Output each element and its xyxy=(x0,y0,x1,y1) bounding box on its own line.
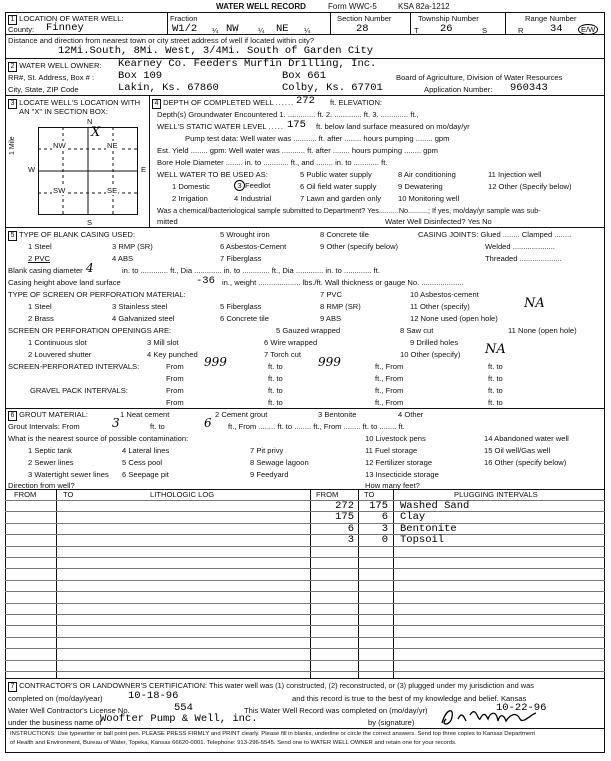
form-number: Form WWC-5 xyxy=(328,2,377,11)
directions-value[interactable]: 12Mi.South, 8Mi. West, 3/4Mi. South of Garden City xyxy=(58,45,374,57)
rule xyxy=(5,34,605,35)
use-option[interactable]: 12 Other (Specify below) xyxy=(488,182,572,191)
certification-text: CONTRACTOR'S OR LANDOWNER'S CERTIFICATION: This water well was (1) constructed, (2) reconstructed, or (3) plugged under my jurisdiction and was xyxy=(19,681,534,690)
chem-question-cont: mitted xyxy=(157,217,178,226)
contamination-option[interactable]: 8 Sewage lagoon xyxy=(250,458,309,467)
form-title: WATER WELL RECORD xyxy=(216,2,306,11)
contamination-option[interactable]: 7 Pit privy xyxy=(250,446,284,455)
depth-label: DEPTH OF COMPLETED WELL xyxy=(163,98,274,107)
use-option[interactable]: 1 Domestic xyxy=(172,182,210,191)
casing-height-value[interactable]: -36 xyxy=(196,275,215,287)
screen-option[interactable]: 3 Stainless steel xyxy=(112,302,168,311)
section-number: 3 xyxy=(8,99,17,109)
record-completed-date[interactable]: 10-22-96 xyxy=(496,702,547,714)
divider xyxy=(149,95,150,227)
address-2[interactable]: Box 661 xyxy=(282,70,327,82)
opening-option[interactable]: 6 Wire wrapped xyxy=(264,338,318,347)
signature-mark xyxy=(436,705,556,729)
col-to-2: TO xyxy=(364,490,375,499)
contamination-label: What is the nearest source of possible contamination: xyxy=(8,434,189,443)
ft-to-label: ft. to xyxy=(268,386,283,395)
county-label: County: xyxy=(8,25,35,34)
casing-option[interactable]: 8 Concrete tile xyxy=(320,230,369,239)
divider xyxy=(56,489,57,678)
screen-material-label: TYPE OF SCREEN OR PERFORATION MATERIAL: xyxy=(8,290,186,299)
log-row-line xyxy=(5,568,605,569)
quarter-mark: ¼ xyxy=(304,26,311,35)
casing-option[interactable]: 6 Asbestos-Cement xyxy=(220,242,287,251)
ew-circled[interactable]: E/W xyxy=(578,24,598,35)
section-label: LOCATE WELL'S LOCATION WITH xyxy=(19,98,141,107)
casing-option[interactable]: 3 RMP (SR) xyxy=(112,242,153,251)
plug-description[interactable]: Topsoil xyxy=(400,534,445,547)
section-number-label: Section Number xyxy=(337,14,392,23)
opening-option[interactable]: 5 Gauzed wrapped xyxy=(276,326,341,335)
static-label: WELL'S STATIC WATER LEVEL xyxy=(157,122,267,131)
direction-label: Direction from well? xyxy=(8,481,75,490)
section-label-2: AN "X" IN SECTION BOX: xyxy=(19,107,108,116)
log-row-line xyxy=(5,591,605,592)
grout-from-value[interactable]: 3 xyxy=(112,416,120,430)
ft-from-label: ft., From xyxy=(375,374,404,383)
plug-to-value[interactable]: 3 xyxy=(381,522,388,535)
section-number: 5 xyxy=(8,231,17,241)
threaded-field[interactable]: Threaded .................... xyxy=(485,254,562,263)
contamination-option[interactable]: 13 Insecticide storage xyxy=(365,470,439,479)
col-lithologic: LITHOLOGIC LOG xyxy=(150,490,215,499)
opening-option[interactable]: 8 Saw cut xyxy=(400,326,434,335)
ft-to-label: ft. to xyxy=(150,422,165,431)
casing-label: TYPE OF BLANK CASING USED: xyxy=(18,230,136,239)
contamination-option[interactable]: 15 Oil well/Gas well xyxy=(484,446,551,455)
col-plugging: PLUGGING INTERVALS xyxy=(454,490,538,499)
log-row-line xyxy=(5,625,605,626)
use-option-label: Feedlot xyxy=(245,181,271,190)
section-6-heading xyxy=(8,410,88,421)
screen-to-value[interactable]: 999 xyxy=(318,355,341,369)
south-label: S xyxy=(87,218,93,227)
township-label: Township Number xyxy=(418,14,479,23)
screen-option[interactable]: 11 Other (specify) xyxy=(410,302,470,311)
screen-option[interactable]: 8 RMP (SR) xyxy=(320,302,361,311)
casing-option[interactable]: 7 Fiberglass xyxy=(220,254,262,263)
section-label: WATER WELL OWNER: xyxy=(19,61,102,70)
ft-to-label: ft. to xyxy=(488,362,503,371)
plug-to-value[interactable]: 6 xyxy=(381,511,388,524)
use-option[interactable]: 7 Lawn and garden only xyxy=(300,194,382,203)
business-label: under the business name of xyxy=(8,718,102,727)
grout-to-value[interactable]: 6 xyxy=(204,416,212,430)
from-label: From xyxy=(166,386,184,395)
log-row-line xyxy=(5,671,605,672)
contamination-option[interactable]: 3 Watertight sewer lines xyxy=(28,470,109,479)
col-from-2: FROM xyxy=(316,490,339,499)
owner-value[interactable]: Kearney Co. Feeders Murfin Drilling, Inc. xyxy=(118,58,377,70)
instructions-line-2: of Health and Environment, Bureau of Water, Topeka, Kansas 66620-0001. Telephone: 913-296-5545. Send one to WATER WELL OWNER and retain one for your records. xyxy=(10,740,457,746)
log-row-line xyxy=(5,546,605,547)
contamination-option[interactable]: 9 Feedyard xyxy=(250,470,289,479)
address-label: RR#, St. Address, Box # : xyxy=(8,73,95,82)
plug-description[interactable]: Clay xyxy=(400,511,426,524)
township-suffix: S xyxy=(482,26,488,35)
section-number: 7 xyxy=(8,682,17,692)
elevation-label: ft. ELEVATION: xyxy=(330,98,383,107)
instructions-line-1: INSTRUCTIONS: Use typewriter or ball point pen. PLEASE PRESS FIRMLY and PRINT clearly. Please fill in blanks, underline or circle the correct answers. Send top three copies to Kansas Department xyxy=(10,731,536,737)
screen-option[interactable]: 6 Concrete tile xyxy=(220,314,269,323)
section-number: 6 xyxy=(8,411,17,421)
log-row-line xyxy=(5,500,605,501)
log-row-line xyxy=(5,511,605,512)
screen-from-value[interactable]: 999 xyxy=(204,355,227,369)
casing-option-selected[interactable]: 2 PVC xyxy=(28,254,50,263)
from-label: From xyxy=(166,398,184,407)
township-value[interactable]: 26 xyxy=(440,23,453,35)
section-number: 1 xyxy=(8,15,17,25)
se-label: SE xyxy=(107,186,118,195)
opening-option[interactable]: 2 Louvered shutter xyxy=(28,350,92,359)
grout-option[interactable]: 2 Cement grout xyxy=(215,410,268,419)
grout-option[interactable]: 4 Other xyxy=(398,410,424,419)
divider xyxy=(330,12,331,34)
rule xyxy=(5,728,605,729)
welded-field[interactable]: Welded .................... xyxy=(485,242,555,251)
contamination-option[interactable]: 1 Septic tank xyxy=(28,446,72,455)
range-label: Range Number xyxy=(525,14,577,23)
ne-label: NE xyxy=(107,141,118,150)
chem-question: Was a chemical/bacteriological sample submitted to Department? Yes..........No..........; If yes, mo/day/yr sample was sub- xyxy=(157,206,541,215)
city-2[interactable]: Colby, Ks. 67701 xyxy=(282,82,383,94)
yield-line: Est. Yield ........ gpm: Well water was ........... ft. after ........ hours pumping ........ gpm xyxy=(157,146,438,155)
use-option[interactable]: 8 Air conditioning xyxy=(398,170,456,179)
ft-to-label: ft. to xyxy=(488,374,503,383)
plug-description[interactable]: Bentonite xyxy=(400,522,457,535)
from-label: From xyxy=(166,362,184,371)
quarter-mark: ¼ xyxy=(212,26,219,35)
section-value[interactable]: 28 xyxy=(356,23,369,35)
plug-description[interactable]: Washed Sand xyxy=(400,500,470,512)
groundwater-line: Depth(s) Groundwater Encountered 1. ............. ft. 2. ............. ft. 3. ............. ft., xyxy=(157,110,419,119)
opening-option[interactable]: 10 Other (specify) xyxy=(400,350,461,359)
use-option[interactable]: 4 Industrial xyxy=(234,194,272,203)
city-label: City, State, ZIP Code xyxy=(8,85,79,94)
completed-tail: and this record is true to the best of my knowledge and belief. Kansas xyxy=(292,694,527,703)
screen-option[interactable]: 7 PVC xyxy=(320,290,342,299)
rule xyxy=(5,678,605,679)
log-row-line xyxy=(5,637,605,638)
divider xyxy=(505,12,506,34)
log-row-line xyxy=(5,580,605,581)
divider xyxy=(410,12,411,34)
casing-option[interactable]: 9 Other (specify below) xyxy=(320,242,399,251)
ft-to-label: ft. to xyxy=(268,398,283,407)
casing-option[interactable]: 5 Wrought iron xyxy=(220,230,270,239)
contamination-option[interactable]: 11 Fuel storage xyxy=(365,446,418,455)
divider xyxy=(393,489,394,678)
screen-option[interactable]: 5 Fiberglass xyxy=(220,302,262,311)
contamination-option[interactable]: 12 Fertilizer storage xyxy=(365,458,433,467)
grout-label: GROUT MATERIAL: xyxy=(19,410,89,419)
casing-height-label: Casing height above land surface xyxy=(8,278,121,287)
fraction-b[interactable]: NW xyxy=(226,23,239,35)
contamination-option[interactable]: 14 Abandoned water well xyxy=(484,434,569,443)
use-option[interactable]: 11 Injection well xyxy=(488,170,542,179)
section-2-heading xyxy=(8,61,102,72)
log-row-line xyxy=(5,660,605,661)
use-feedlot-selected[interactable] xyxy=(234,180,270,191)
use-option[interactable]: 6 Oil field water supply xyxy=(300,182,377,191)
application-number[interactable]: 960343 xyxy=(510,82,548,94)
col-to: TO xyxy=(63,490,74,499)
blank-diameter-label: Blank casing diameter xyxy=(8,266,83,275)
grout-option[interactable]: 3 Bentonite xyxy=(318,410,357,419)
casing-option[interactable]: 4 ABS xyxy=(112,254,134,263)
screen-option[interactable]: 12 None used (open hole) xyxy=(410,314,498,323)
directions-label: Distance and direction from nearest town or city street address of well if located within city? xyxy=(8,36,314,45)
section-4-heading: 4 DEPTH OF COMPLETED WELL ...... xyxy=(152,98,294,109)
mile-label: 1 Mile xyxy=(9,136,16,155)
how-many-feet-label: How many feet? xyxy=(365,481,420,490)
divider xyxy=(310,489,311,678)
log-row-line xyxy=(5,534,605,535)
section-5-heading xyxy=(8,230,135,241)
contamination-option[interactable]: 6 Seepage pit xyxy=(122,470,169,479)
depth-value[interactable]: 272 xyxy=(296,95,315,107)
grout-option[interactable]: 1 Neat cement xyxy=(120,410,170,419)
grout-intervals-tail: ft., From ........ ft. to ........ ft., From ........ ft. to ........ ft. xyxy=(228,422,405,431)
ft-from-label: ft., From xyxy=(375,362,404,371)
ft-from-label: ft., From xyxy=(375,386,404,395)
opening-other-value[interactable]: NA xyxy=(485,342,506,357)
ft-to-label: ft. to xyxy=(488,398,503,407)
ft-to-label: ft. to xyxy=(268,362,283,371)
range-value[interactable]: 34 xyxy=(550,23,563,35)
disinfected-question: Water Well Disinfected? Yes No xyxy=(385,217,492,226)
license-value[interactable]: 554 xyxy=(174,702,193,714)
plug-from-value[interactable]: 175 xyxy=(335,511,354,524)
sw-label: SW xyxy=(53,186,66,195)
screen-intervals-label: SCREEN-PERFORATED INTERVALS: xyxy=(8,362,140,371)
casing-option[interactable]: 1 Steel xyxy=(28,242,52,251)
business-value[interactable]: Woofter Pump & Well, inc. xyxy=(100,713,258,725)
plug-to-value[interactable]: 0 xyxy=(381,534,388,547)
casing-joints: CASING JOINTS: Glued ........ Clamped ........ xyxy=(418,230,572,239)
section-number: 4 xyxy=(152,99,161,109)
use-label: WELL WATER TO BE USED AS: xyxy=(157,170,268,179)
west-label: W xyxy=(28,165,36,174)
blank-diameter-tail: in. to ............. ft., Dia ............. in. to ............. ft., Dia ............. in. to ............. ft. xyxy=(122,266,380,275)
board-label: Board of Agriculture, Division of Water Resources xyxy=(396,73,563,82)
contamination-option[interactable]: 16 Other (specify below) xyxy=(484,458,567,467)
completed-label: completed on (mo/day/year) xyxy=(8,694,103,703)
range-prefix: R xyxy=(518,26,524,35)
signature-label: by (signature) xyxy=(368,718,415,727)
from-label: From xyxy=(166,374,184,383)
log-row-line xyxy=(5,614,605,615)
screen-option[interactable]: 2 Brass xyxy=(28,314,54,323)
fraction-label: Fraction xyxy=(170,14,198,23)
bore-line: Bore Hole Diameter ........ in. to ............ ft., and ........ in. to ............ ft. xyxy=(157,158,388,167)
blank-diameter-value[interactable]: 4 xyxy=(86,261,94,275)
township-prefix: T xyxy=(414,26,419,35)
rule xyxy=(5,227,605,228)
section-number: 2 xyxy=(8,62,17,72)
ft-from-label: ft., From xyxy=(375,398,404,407)
opening-option[interactable]: 9 Drilled holes xyxy=(410,338,459,347)
license-label: Water Well Contractor's License No. xyxy=(8,706,130,715)
log-row-line xyxy=(5,603,605,604)
quarter-mark: ¼ xyxy=(258,26,265,35)
selection-circle: 3 xyxy=(234,180,245,191)
screen-option[interactable]: 9 ABS xyxy=(320,314,342,323)
application-label: Application Number: xyxy=(424,85,493,94)
log-row-line xyxy=(5,557,605,558)
county-value[interactable]: Finney xyxy=(46,22,84,34)
opening-option[interactable]: 7 Torch cut xyxy=(264,350,302,359)
opening-option[interactable]: 3 Mill slot xyxy=(147,338,179,347)
log-row-line xyxy=(5,648,605,649)
contamination-option[interactable]: 5 Cess pool xyxy=(122,458,163,467)
gravel-intervals-label: GRAVEL PACK INTERVALS: xyxy=(30,386,128,395)
rule xyxy=(5,408,605,409)
screen-option[interactable]: 10 Asbestos-cement xyxy=(410,290,479,299)
ft-to-label: ft. to xyxy=(488,386,503,395)
divider xyxy=(167,12,168,34)
contamination-option[interactable]: 10 Livestock pens xyxy=(365,434,426,443)
ft-to-label: ft. to xyxy=(268,374,283,383)
use-option[interactable]: 10 Monitoring well xyxy=(398,194,460,203)
screen-option[interactable]: 4 Galvanized steel xyxy=(112,314,175,323)
pump-test-line: Pump test data: Well water was ........... ft. after ........ hours pumping ........ gpm xyxy=(185,134,450,143)
well-location-x[interactable]: X xyxy=(91,125,101,140)
nw-label: NW xyxy=(53,141,66,150)
grout-intervals-label: Grout Intervals: From xyxy=(8,422,80,431)
openings-label: SCREEN OR PERFORATION OPENINGS ARE: xyxy=(8,326,172,335)
static-value[interactable]: 175 xyxy=(287,119,306,131)
contamination-option[interactable]: 2 Sewer lines xyxy=(28,458,74,467)
fraction-c[interactable]: NE xyxy=(276,23,289,35)
address-1[interactable]: Box 109 xyxy=(118,70,163,82)
contamination-option[interactable]: 4 Lateral lines xyxy=(122,446,170,455)
screen-other-value[interactable]: NA xyxy=(524,296,545,311)
screen-option[interactable]: 1 Steel xyxy=(28,302,52,311)
plug-from-value[interactable]: 6 xyxy=(347,522,354,535)
plug-to-value[interactable]: 175 xyxy=(369,500,388,512)
section-7-heading xyxy=(8,681,534,692)
use-option[interactable]: 5 Public water supply xyxy=(300,170,372,179)
static-level: WELL'S STATIC WATER LEVEL ..... xyxy=(157,122,285,131)
ksa-ref: KSA 82a-1212 xyxy=(398,2,450,11)
section-label: LOCATION OF WATER WELL: xyxy=(19,14,124,23)
record-completed-label: This Water Well Record was completed on (mo/day/yr) xyxy=(244,706,428,715)
plug-from-value[interactable]: 3 xyxy=(347,534,354,547)
completed-date[interactable]: 10-18-96 xyxy=(128,690,179,702)
use-option[interactable]: 9 Dewatering xyxy=(398,182,443,191)
plug-from-value[interactable]: 272 xyxy=(335,500,354,512)
opening-option[interactable]: 11 None (open hole) xyxy=(508,326,577,335)
east-label: E xyxy=(141,165,147,174)
fraction-a[interactable]: W1/2 xyxy=(172,23,198,35)
static-tail: ft. below land surface measured on mo/day/yr xyxy=(316,122,470,131)
north-label: N xyxy=(87,117,93,126)
col-from: FROM xyxy=(14,490,37,499)
log-row-line xyxy=(5,523,605,524)
city-1[interactable]: Lakin, Ks. 67860 xyxy=(118,82,219,94)
opening-option[interactable]: 1 Continuous slot xyxy=(28,338,87,347)
opening-option[interactable]: 4 Key punched xyxy=(147,350,198,359)
casing-height-tail: in., weight .................... lbs./ft. Wall thickness or gauge No. .................... xyxy=(222,278,464,287)
use-option[interactable]: 2 Irrigation xyxy=(172,194,208,203)
